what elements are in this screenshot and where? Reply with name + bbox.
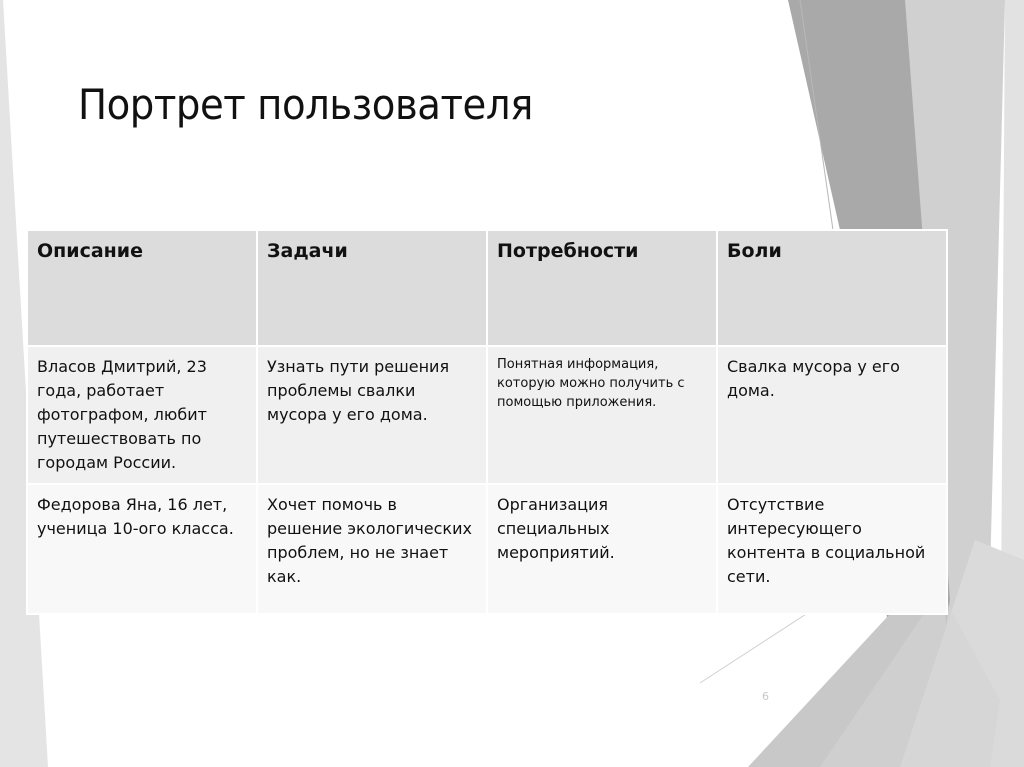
user-persona-table bbox=[26, 229, 948, 615]
header-pains: Боли bbox=[718, 231, 946, 345]
table-header-row bbox=[28, 231, 946, 345]
cell-needs: Понятная информация, которую можно получить с помощью приложения. bbox=[488, 347, 716, 483]
header-tasks: Задачи bbox=[258, 231, 486, 345]
cell-tasks: Хочет помочь в решение экологических проблем, но не знает как. bbox=[258, 485, 486, 613]
cell-pains: Отсутствие интересующего контента в социальной сети. bbox=[718, 485, 946, 613]
table-row bbox=[28, 347, 946, 483]
cell-needs: Организация специальных мероприятий. bbox=[488, 485, 716, 613]
table-row bbox=[28, 485, 946, 613]
slide-page-number: 6 bbox=[762, 690, 769, 703]
header-needs: Потребности bbox=[488, 231, 716, 345]
cell-description: Власов Дмитрий, 23 года, работает фотографом, любит путешествовать по городам России. bbox=[28, 347, 256, 483]
cell-tasks: Узнать пути решения проблемы свалки мусора у его дома. bbox=[258, 347, 486, 483]
slide-title: Портрет пользователя bbox=[78, 80, 533, 129]
cell-pains: Свалка мусора у его дома. bbox=[718, 347, 946, 483]
bg-diagonal-line bbox=[700, 605, 820, 683]
header-description: Описание bbox=[28, 231, 256, 345]
cell-description: Федорова Яна, 16 лет, ученица 10-ого класса. bbox=[28, 485, 256, 613]
